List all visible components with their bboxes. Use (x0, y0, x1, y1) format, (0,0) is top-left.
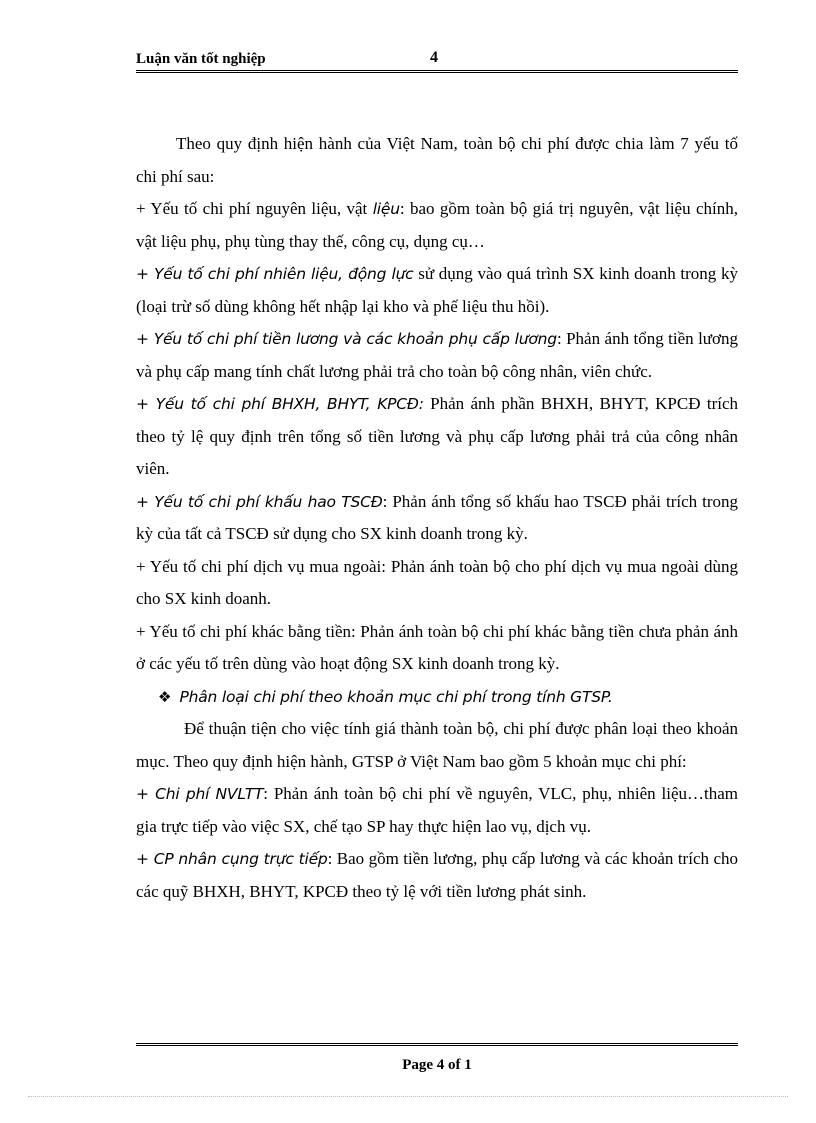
text-segment: Phản ánh phần BHXH, BHYT, KPCĐ trích theo tỷ lệ quy định trên tổng số tiền lương và phụ cấp lương phải trả của công nhân viên. (136, 394, 738, 478)
paragraph-direct-materials (136, 778, 738, 843)
page-footer: Page 4 of 1 (402, 1057, 472, 1073)
diamond-bullet-icon: ❖ (158, 687, 172, 706)
paragraph-other-cash: + Yếu tố chi phí khác bằng tiền: Phản ánh toàn bộ chi phí khác bằng tiền chưa phản ánh ở các yếu tố trên dùng vào hoạt động SX kinh doanh trong kỳ. (136, 621, 738, 673)
italic-segment: + Yếu tố chi phí BHXH, BHYT, KPCĐ: (136, 395, 424, 413)
text-segment: : Phản ánh tổng số khấu hao TSCĐ phải trích trong kỳ của tất cả TSCĐ sử dụng cho SX kinh doanh trong kỳ. (136, 491, 739, 543)
paragraph-depreciation (136, 486, 738, 551)
bullet-heading (136, 681, 738, 714)
italic-segment: liệu (372, 200, 400, 218)
document-body (136, 128, 738, 908)
text-segment: : Phản ánh tổng tiền lương và phụ cấp mang tính chất lương phải trả cho toàn bộ công nhân, viên chức. (136, 329, 738, 381)
page-boundary-dotted-line (28, 1096, 788, 1097)
italic-segment: + Yếu tố chi phí tiền lương và các khoản phụ cấp lương (136, 330, 557, 348)
header-title: Luận văn tốt nghiệp (136, 51, 266, 67)
paragraph-insurance (136, 388, 738, 486)
header-double-rule (136, 70, 738, 73)
paragraph-cost-items: Để thuận tiện cho việc tính giá thành toàn bộ, chi phí được phân loại theo khoản mục. Theo quy định hiện hành, GTSP ở Việt Nam bao gồm 5 khoản mục chi phí: (136, 719, 738, 771)
text-segment: sử dụng vào quá trình SX kinh doanh trong kỳ (loại trừ số dùng không hết nhập lại kho và phế liệu thu hồi). (136, 264, 738, 316)
text-segment: : Bao gồm tiền lương, phụ cấp lương và các khoản trích cho các quỹ BHXH, BHYT, KPCĐ theo tỷ lệ với tiền lương phát sinh. (136, 849, 738, 901)
paragraph-outsourced: + Yếu tố chi phí dịch vụ mua ngoài: Phản ánh toàn bộ cho phí dịch vụ mua ngoài dùng cho SX kinh doanh. (136, 556, 738, 608)
italic-segment: + Yếu tố chi phí khấu hao TSCĐ (136, 492, 383, 511)
page-header (136, 48, 738, 68)
italic-segment: + Chi phí NVLTT (136, 785, 264, 803)
text-segment: : bao gồm toàn bộ giá trị nguyên, vật liệu chính, vật liệu phụ, phụ tùng thay thế, công cụ, dụng cụ… (136, 199, 738, 251)
paragraph-intro: Theo quy định hiện hành của Việt Nam, toàn bộ chi phí được chia làm 7 yếu tố chi phí sau: (136, 134, 738, 186)
paragraph-wages (136, 323, 738, 388)
paragraph-raw-materials (136, 193, 738, 258)
paragraph-direct-labor (136, 843, 738, 908)
text-segment: : Phản ánh toàn bộ chi phí về nguyên, VLC, phụ, nhiên liệu…tham gia trực tiếp vào việc SX, chế tạo SP hay thực hiện lao vụ, dịch vụ. (136, 784, 738, 836)
bullet-heading-text: Phân loại chi phí theo khoản mục chi phí trong tính GTSP. (179, 687, 613, 706)
footer-double-rule (136, 1043, 738, 1046)
italic-segment: + Yếu tố chi phí nhiên liệu, động lực (136, 265, 414, 283)
paragraph-fuel (136, 258, 738, 323)
italic-segment: + CP nhân cụng trực tiếp (136, 850, 328, 868)
text-segment: + Yếu tố chi phí nguyên liệu, vật (136, 199, 373, 218)
header-page-number: 4 (430, 49, 438, 66)
